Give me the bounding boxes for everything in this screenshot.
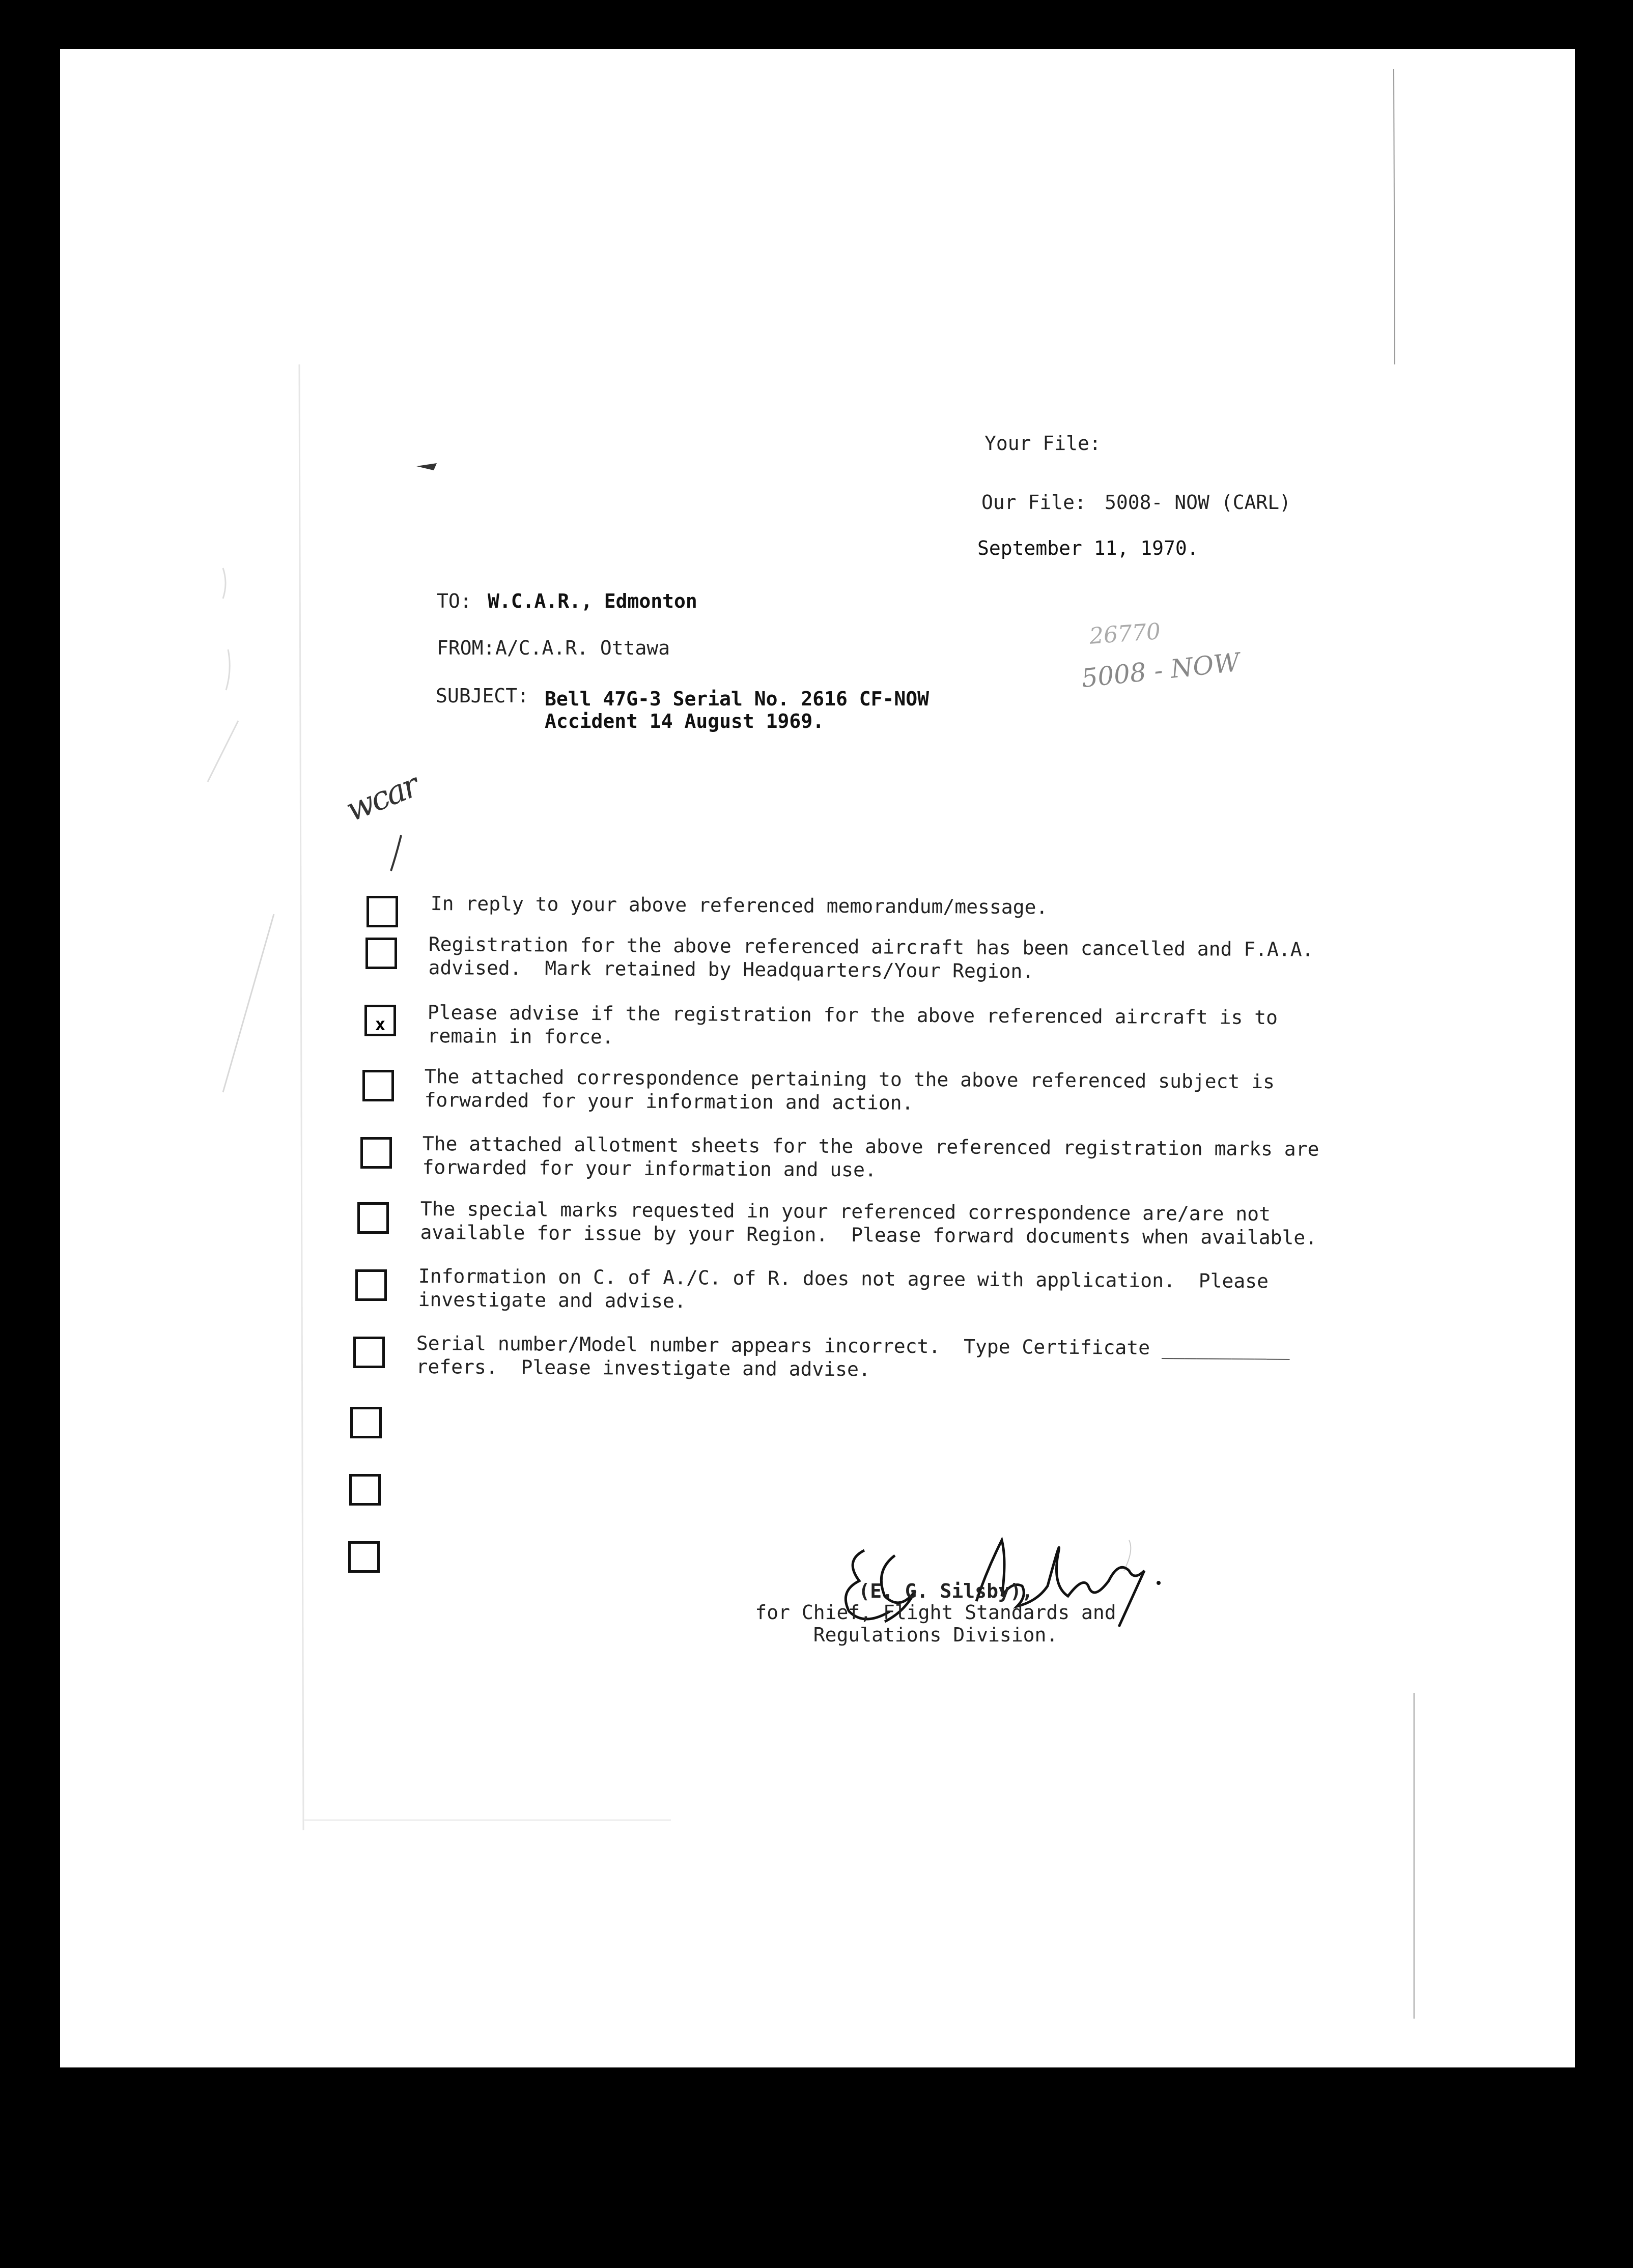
to-value: W.C.A.R., Edmonton — [488, 590, 697, 612]
file-stamp-number: 26770 — [1088, 618, 1162, 649]
signatory-title-line-2: Regulations Division. — [813, 1624, 1058, 1646]
checklist-item-line-1: The attached allotment sheets for the above referenced registration marks are — [422, 1132, 1319, 1160]
our-file-value: 5008- NOW (CARL) — [1105, 491, 1291, 514]
from-value: A/C.A.R. Ottawa — [495, 637, 670, 659]
checklist-item-line-2: refers. Please investigate and advise. — [416, 1355, 870, 1381]
checklist-item-line-1: The attached correspondence pertaining to the above referenced subject is — [424, 1065, 1275, 1093]
our-file-label: Our File: — [981, 491, 1086, 514]
checklist-item-line-2: remain in force. — [427, 1024, 614, 1048]
signatory-title-line-1: for Chief, Flight Standards and — [755, 1601, 1116, 1624]
checklist-item-line-2: investigate and advise. — [418, 1288, 686, 1313]
checklist-item-line-2: forwarded for your information and action. — [424, 1088, 914, 1114]
subject-line-1: Bell 47G-3 Serial No. 2616 CF-NOW — [545, 688, 929, 710]
checklist-item-line-1: Serial number/Model number appears incorrect. Type Certificate ___________ — [416, 1332, 1290, 1360]
from-label: FROM: — [437, 637, 495, 659]
checklist-item-line-2: forwarded for your information and use. — [422, 1155, 877, 1181]
letter-date: September 11, 1970. — [977, 537, 1199, 559]
to-label: TO: — [437, 590, 472, 612]
your-file-label: Your File: — [984, 432, 1101, 455]
margin-initials: wcar — [341, 767, 423, 830]
signatory-name: (E. G. Silsby), — [858, 1580, 1033, 1602]
checklist-item-line-2: available for issue by your Region. Please forward documents when available. — [420, 1221, 1317, 1249]
subject-line-2: Accident 14 August 1969. — [545, 710, 825, 732]
checklist-item-line-1: Registration for the above referenced aircraft has been cancelled and F.A.A. — [428, 933, 1314, 961]
checkbox-mark: x — [375, 1014, 386, 1035]
checklist-item-line-1: In reply to your above referenced memorandum/message. — [430, 892, 1048, 919]
checklist-item-line-2: advised. Mark retained by Headquarters/Your Region. — [428, 956, 1034, 983]
checklist-item-line-1: The special marks requested in your referenced correspondence are/are not — [420, 1198, 1271, 1226]
checklist-item-line-1: Please advise if the registration for the above referenced aircraft is to — [427, 1001, 1278, 1029]
file-stamp-reference: 5008 - NOW — [1080, 647, 1242, 694]
subject-label: SUBJECT: — [436, 685, 529, 707]
checklist-item-line-1: Information on C. of A./C. of R. does not agree with application. Please — [418, 1265, 1269, 1293]
